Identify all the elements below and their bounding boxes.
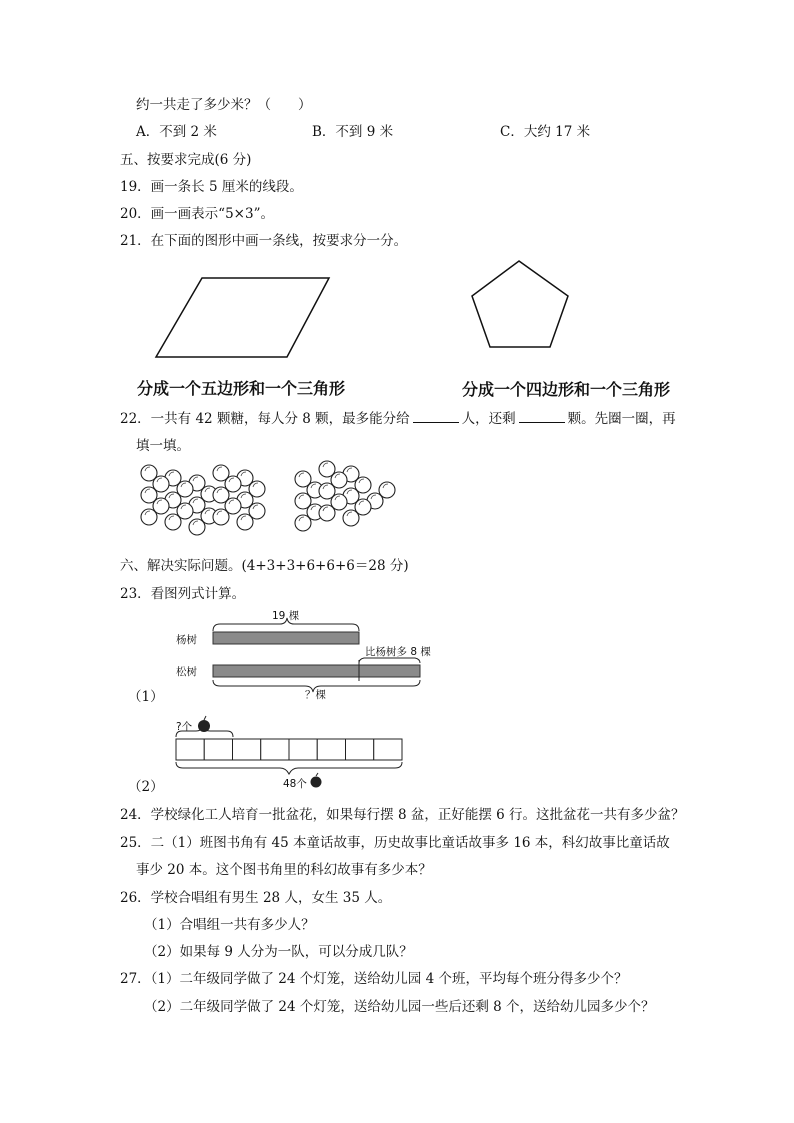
apple-box: [289, 739, 317, 760]
box-bottom-brace: [176, 762, 402, 774]
diagram-1-number: （1）: [128, 689, 164, 705]
q18-option-b: B．不到 9 米: [312, 124, 394, 140]
apple-box: [261, 739, 289, 760]
poplar-count-label: 19 棵: [272, 610, 300, 622]
total-apples-label: 48个: [283, 778, 307, 790]
question-26: 26．学校合唱组有男生 28 人，女生 35 人。: [120, 890, 392, 906]
question-22-line2: 填一填。: [136, 438, 190, 454]
question-21: 21．在下面的图形中画一条线，按要求分一分。: [120, 233, 408, 249]
question-19: 19．画一条长 5 厘米的线段。: [120, 179, 303, 195]
apple-box: [176, 739, 204, 760]
apple-icon-bottom: [311, 773, 322, 788]
apple-box: [346, 739, 374, 760]
q22-text-b: 人，还剩: [461, 411, 516, 427]
caption-quadrilateral-triangle: 分成一个四边形和一个三角形: [462, 380, 671, 399]
apple-icon: [198, 716, 210, 732]
question-27-part2: （2）二年级同学做了 24 个灯笼，送给幼儿园一些后还剩 8 个，送给幼儿园多少个？: [144, 999, 655, 1015]
caption-pentagon-triangle: 分成一个五边形和一个三角形: [137, 379, 346, 398]
diagram-2-number: （2）: [128, 779, 164, 795]
section-5-title: 五、按要求完成(6 分): [120, 152, 252, 168]
pine-count-label: ？棵: [305, 689, 326, 701]
question-25-line1: 25．二（1）班图书角有 45 本童话故事，历史故事比童话故事多 16 本，科幻故事比童话故: [120, 835, 670, 851]
question-20: 20．画一画表示“5×3”。: [120, 206, 274, 222]
apple-box: [317, 739, 345, 760]
question-26-part2: （2）如果每 9 人分为一队，可以分成几队？: [144, 944, 413, 960]
poplar-row-label: 杨树: [176, 634, 197, 646]
apple-box: [374, 739, 402, 760]
apple-box: [204, 739, 232, 760]
question-24: 24．学校绿化工人培育一批盆花，如果每行摆 8 盆，正好能摆 6 行。这批盆花一共有多少盆？: [120, 807, 685, 823]
q22-text-c: 颗。先圈一圈，再: [567, 411, 676, 427]
apple-box: [233, 739, 261, 760]
q18-continuation: 约一共走了多少米？（ ）: [136, 97, 312, 113]
pine-row-label: 松树: [176, 666, 197, 678]
question-23: 23．看图列式计算。: [120, 586, 246, 602]
extra-count-label: 比杨树多 8 棵: [365, 646, 431, 658]
question-25-line2: 事少 20 本。这个图书角里的科幻故事有多少本？: [136, 862, 432, 878]
q18-option-c: C．大约 17 米: [500, 124, 591, 140]
q22-text-a: 22．一共有 42 颗糖，每人分 8 颗，最多能分给: [120, 411, 410, 427]
section-6-title: 六、解决实际问题。(4+3+3+6+6+6＝28 分): [120, 558, 409, 574]
q18-option-a: A．不到 2 米: [136, 124, 217, 140]
apple-per-box-label: ?个: [176, 721, 193, 733]
box-top-brace: [176, 727, 233, 737]
question-27-part1: 27．（1）二年级同学做了 24 个灯笼，送给幼儿园 4 个班，平均每个班分得多少个？: [120, 971, 628, 987]
question-26-part1: （1）合唱组一共有多少人？: [144, 917, 315, 933]
